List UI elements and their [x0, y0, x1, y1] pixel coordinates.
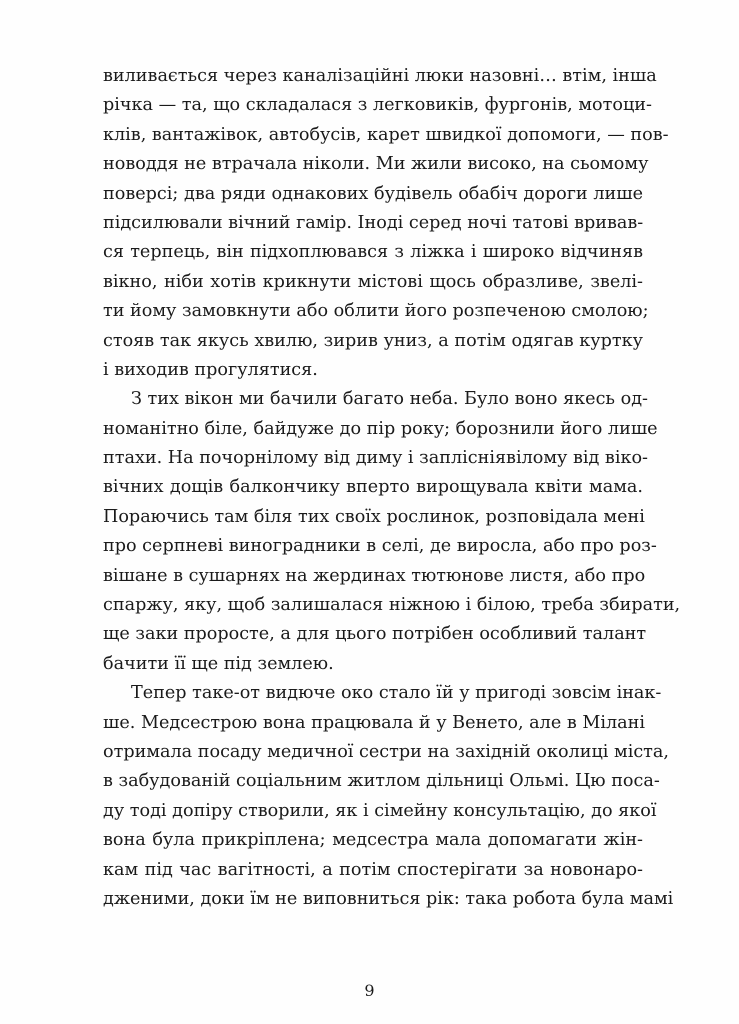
- text-line: вона була прикріплена; медсестра мала допомагати жін-: [103, 830, 643, 851]
- text-line: дженими, доки їм не виповниться рік: така робота була мамі: [103, 888, 674, 909]
- text-line: в забудованій соціальним житлом дільниці Ольмі. Цю поса-: [103, 771, 660, 792]
- paragraph-start-line: Тепер таке-от видюче око стало їй у пригоді зовсім інак-: [131, 683, 662, 704]
- body-text: [103, 62, 681, 914]
- text-line: новоддя не втрачала ніколи. Ми жили високо, на сьомому: [103, 154, 649, 175]
- text-line: стояв так якусь хвилю, зирив униз, а потім одягав куртку: [103, 330, 643, 351]
- text-line: номанітно біле, байдуже до пір року; борознили його лише: [103, 418, 658, 439]
- text-line: ще заки проросте, а для цього потрібен особливий талант: [103, 624, 647, 645]
- text-line: клів, вантажівок, автобусів, карет швидкої допомоги, — пов-: [103, 124, 669, 145]
- text-line: спаржу, яку, щоб залишалася ніжною і білою, треба збирати,: [103, 595, 681, 616]
- paragraph-end-line: бачити її ще під землею.: [103, 653, 334, 674]
- page-number: 9: [364, 981, 375, 1000]
- paragraph-end-line: і виходив прогулятися.: [103, 359, 318, 380]
- text-line: кам під час вагітності, а потім спостерігати за новонаро-: [103, 859, 643, 880]
- text-line: ся терпець, він підхоплювався з ліжка і широко відчиняв: [103, 242, 643, 263]
- text-line: отримала посаду медичної сестри на західній околиці міста,: [103, 741, 669, 762]
- text-line: ду тоді допіру створили, як і сімейну консультацію, до якої: [103, 800, 657, 821]
- text-line: річка — та, що складалася з легковиків, фургонів, мотоци-: [103, 95, 652, 116]
- paragraph-start-line: З тих вікон ми бачили багато неба. Було воно якесь од-: [131, 389, 648, 410]
- text-line: вішане в сушарнях на жердинах тютюнове листя, або про: [103, 565, 646, 586]
- text-line: вічних дощів балкончику вперто вирощувала квіти мама.: [103, 477, 643, 498]
- text-line: про серпневі виноградники в селі, де виросла, або про роз-: [103, 536, 657, 557]
- text-line: ти йому замовкнути або облити його розпеченою смолою;: [103, 301, 649, 322]
- text-line: виливається через каналізаційні люки назовні… втім, інша: [103, 66, 657, 86]
- text-line: вікно, ніби хотів крикнути містові щось образливе, звелі-: [103, 271, 643, 292]
- text-line: Пораючись там біля тих своїх рослинок, розповідала мені: [103, 506, 645, 527]
- text-line: поверсі; два ряди однакових будівель обабіч дороги лише: [103, 183, 643, 204]
- text-line: підсилювали вічний гамір. Іноді серед ночі татові вривав-: [103, 212, 644, 233]
- text-line: ше. Медсестрою вона працювала й у Венето, але в Мілані: [103, 712, 645, 733]
- text-line: птахи. На почорнілому від диму і заплісніявілому від віко-: [103, 448, 649, 469]
